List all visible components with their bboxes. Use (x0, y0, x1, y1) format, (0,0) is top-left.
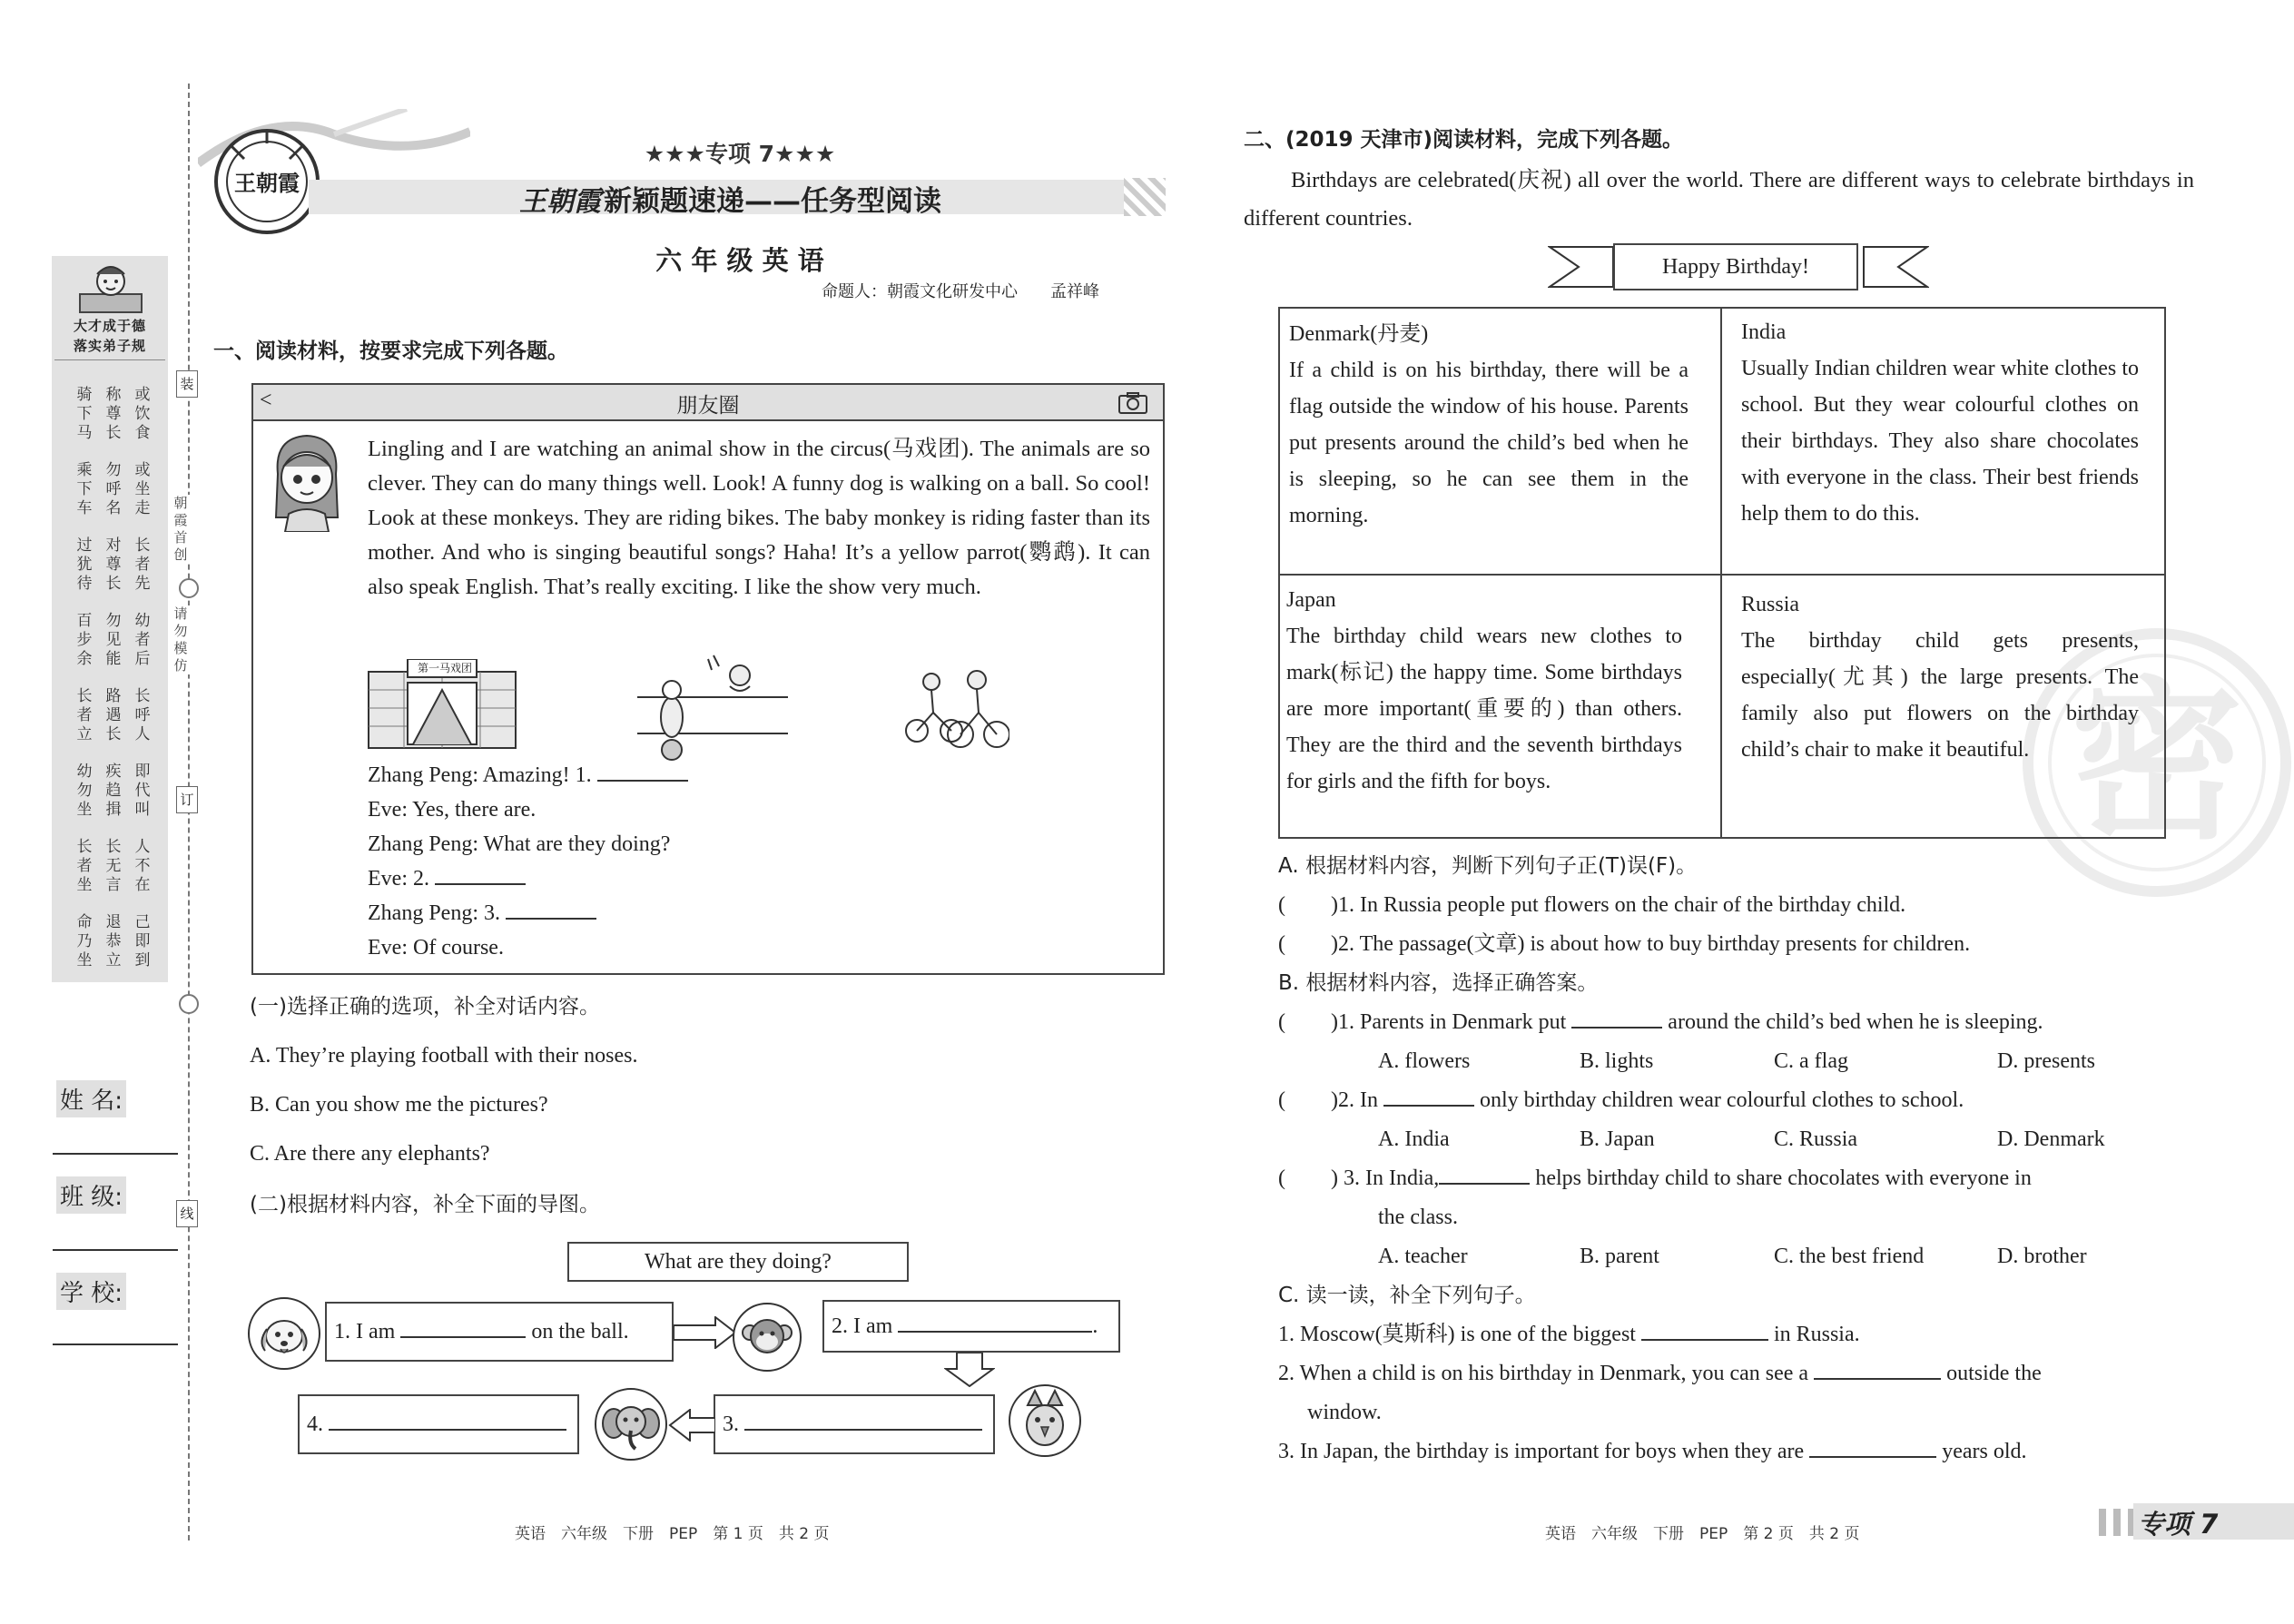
partB-blank-3[interactable] (1439, 1182, 1530, 1185)
partB-q3-opt-b[interactable]: B. parent (1580, 1245, 1659, 1268)
mindmap-blank-3[interactable] (744, 1428, 982, 1431)
sidebar-verse: 长者坐 (76, 838, 93, 894)
table-vline (1720, 307, 1722, 839)
option-a: A. They’re playing football with their noses. (250, 1044, 638, 1068)
sidebar-verse: 幼者后 (134, 612, 151, 668)
dialogue-line-4: Eve: 2. (368, 864, 526, 893)
sidebar-header-2: 落实弟子规 (73, 338, 146, 354)
partA-title: A. 根据材料内容，判断下列句子正(T)误(F)。 (1278, 854, 1698, 878)
dog-icon (247, 1296, 321, 1374)
partC-blank-1[interactable] (1641, 1338, 1768, 1341)
birthday-banner: Happy Birthday! (1613, 243, 1858, 290)
watermark-text: 密 (2070, 662, 2243, 862)
banner-label: ★★★专项 7★★★ (644, 141, 836, 167)
logo-text: 王朝霞 (234, 171, 300, 196)
answer-paren[interactable]: ( ) (1278, 1088, 1338, 1112)
sidebar-figure (73, 261, 149, 318)
footer-right: 英语 六年级 下册 PEP 第 2 页 共 2 页 (1545, 1525, 1860, 1543)
sidebar-verse: 长无言 (105, 838, 122, 894)
binding-marker (179, 578, 199, 598)
name-label: 姓 名: (56, 1080, 126, 1117)
partC-item-2-cont: window. (1307, 1401, 1382, 1424)
partB-q3-opt-a[interactable]: A. teacher (1378, 1245, 1468, 1268)
partB-q1-opt-c[interactable]: C. a flag (1774, 1049, 1848, 1073)
partC-title: C. 读一读，补全下列句子。 (1278, 1284, 1536, 1307)
partB-blank-1[interactable] (1571, 1026, 1662, 1029)
section1-title: 一、阅读材料，按要求完成下列各题。 (213, 340, 568, 363)
sidebar-verse: 人不在 (134, 838, 151, 894)
binding-marker (179, 994, 199, 1014)
dialogue-line-6: Eve: Of course. (368, 936, 504, 960)
partB-q2-opt-d[interactable]: D. Denmark (1997, 1127, 2105, 1151)
cell-japan-text: The birthday child wears new clothes to mark(标记) the happy time. Some birthdays are more important(重要的) than others. They are the third and the seventh birthdays for girls and the fifth for boys. (1286, 625, 1682, 793)
intro-paragraph: Birthdays are celebrated(庆祝) all over the world. There are different ways to celebrate birthdays in different countries. (1244, 168, 2194, 231)
mindmap-blank-1[interactable] (400, 1335, 526, 1338)
wechat-passage: Lingling and I are watching an animal show in the circus(马戏团). The animals are so clever. They can do many things well. Look! A funny dog is walking on a ball. So cool! Look at these monkeys. They are riding bikes. The baby monkey is riding faster than its mother. And who is singing beautiful songs? Haha! It’s a yellow parrot(鹦鹉). It can also speak English. That’s really exciting. I like the show very much. (368, 437, 1150, 599)
partC-item-2: 2. When a child is on his birthday in Denmark, you can see a outside the (1278, 1362, 2042, 1385)
sidebar-verse: 长者立 (76, 687, 93, 743)
sidebar-verse: 命乃坐 (76, 913, 93, 969)
cell-japan-title: Japan (1286, 588, 1336, 612)
partB-question-2: ( )2. In only birthday children wear colourful clothes to school. (1278, 1088, 1964, 1112)
partC-blank-2[interactable] (1814, 1377, 1941, 1380)
wechat-title: 朋友圈 (676, 394, 740, 418)
dog-ball-illustration (635, 654, 790, 764)
part2-title: (二)根据材料内容，补全下面的导图。 (250, 1193, 600, 1216)
back-icon[interactable]: < (260, 389, 272, 412)
school-field[interactable] (53, 1343, 178, 1345)
cell-russia-title: Russia (1741, 593, 1800, 616)
mindmap-blank-4[interactable] (329, 1428, 566, 1431)
partB-q1-opt-b[interactable]: B. lights (1580, 1049, 1654, 1073)
sidebar-verse: 即代叫 (134, 763, 151, 819)
blank-2[interactable] (435, 882, 526, 885)
sidebar-verse: 幼勿坐 (76, 763, 93, 819)
school-label: 学 校: (56, 1273, 126, 1310)
banner-checker (1124, 178, 1166, 216)
arrow-left (668, 1409, 715, 1445)
cell-denmark-title: Denmark(丹麦) (1289, 322, 1429, 346)
partA-item-1: ( )1. In Russia people put flowers on the chair of the birthday child. (1278, 893, 1906, 917)
seal-zhuang: 装 (176, 370, 198, 398)
class-label: 班 级: (56, 1176, 126, 1214)
partB-q2-opt-b[interactable]: B. Japan (1580, 1127, 1655, 1151)
circus-sign: 第一马戏团 (417, 662, 472, 674)
partB-q1-opt-d[interactable]: D. presents (1997, 1049, 2095, 1073)
table-hline (1278, 574, 2166, 576)
partB-question-1: ( )1. Parents in Denmark put around the child’s bed when he is sleeping. (1278, 1010, 2043, 1034)
partB-q1-opt-a[interactable]: A. flowers (1378, 1049, 1471, 1073)
class-field[interactable] (53, 1249, 178, 1251)
sidebar-divider (54, 359, 165, 360)
mindmap-center: What are they doing? (567, 1242, 909, 1282)
corner-tag: 专项 7 (2138, 1509, 2219, 1540)
dialogue-line-1: Zhang Peng: Amazing! 1. (368, 761, 688, 790)
sidebar-verse: 路遇长 (105, 687, 122, 743)
answer-paren[interactable]: ( ) (1278, 893, 1338, 917)
partB-q3-opt-d[interactable]: D. brother (1997, 1245, 2087, 1268)
cell-denmark-text: If a child is on his birthday, there will be a flag outside the window of his house. Parents put presents around the child’s bed when he is sleeping, so he can see them in the morning. (1289, 359, 1689, 527)
cell-russia-text: The birthday child gets presents, especially(尤其) the large presents. The family also put flowers on the birthday child’s chair to make it beautiful. (1741, 629, 2139, 762)
mindmap-box-3: 3. (714, 1394, 995, 1454)
partB-question-3: ( ) 3. In India, helps birthday child to share chocolates with everyone in (1278, 1166, 2032, 1190)
seal-xian: 线 (176, 1200, 198, 1227)
arrow-right (674, 1316, 737, 1353)
sidebar-verse: 或坐走 (134, 461, 151, 517)
page-subtitle: 六 年 级 英 语 (655, 245, 824, 276)
sidebar-verse: 勿见能 (105, 612, 122, 668)
mindmap-box-4: 4. (298, 1394, 579, 1454)
sidebar-verse: 或饮食 (134, 386, 151, 442)
partB-q2-opt-c[interactable]: C. Russia (1774, 1127, 1858, 1151)
sidebar-header-1: 大才成于德 (73, 318, 146, 334)
partB-q3-opt-c[interactable]: C. the best friend (1774, 1245, 1925, 1268)
arrow-down (944, 1353, 995, 1391)
sidebar-verse: 长呼人 (134, 687, 151, 743)
partC-item-1: 1. Moscow(莫斯科) is one of the biggest in Russia. (1278, 1323, 1860, 1346)
sidebar-verse: 对尊长 (105, 536, 122, 593)
answer-paren[interactable]: ( ) (1278, 932, 1338, 956)
mindmap-blank-2[interactable] (898, 1330, 1092, 1333)
partB-title: B. 根据材料内容，选择正确答案。 (1278, 971, 1599, 995)
dialogue-line-5: Zhang Peng: 3. (368, 899, 596, 928)
sidebar-verse: 长者先 (134, 536, 151, 593)
option-b: B. Can you show me the pictures? (250, 1093, 548, 1117)
author-line: 命题人：朝霞文化研发中心 孟祥峰 (822, 282, 1099, 301)
sidebar-verse: 骑下马 (76, 386, 93, 442)
partA-item-2: ( )2. The passage(文章) is about how to buy birthday presents for children. (1278, 932, 1971, 956)
option-c: C. Are there any elephants? (250, 1142, 490, 1166)
part1-title: (一)选择正确的选项，补全对话内容。 (250, 995, 600, 1019)
footer-left: 英语 六年级 下册 PEP 第 1 页 共 2 页 (515, 1525, 830, 1543)
stamp-no-copy: 请勿模仿 (172, 605, 190, 674)
sidebar-verse: 己即到 (134, 913, 151, 969)
sidebar-verse: 乘下车 (76, 461, 93, 517)
seal-ding: 订 (176, 786, 198, 813)
girl-avatar (265, 430, 349, 536)
partB-question-3-cont: the class. (1378, 1206, 1458, 1229)
cell-india-text: Usually Indian children wear white clothes to school. But they wear colourful clothes on their birthdays. They also share chocolates with everyone in the class. Their best friends help them to do this. (1741, 357, 2139, 526)
cell-india-title: India (1741, 320, 1787, 344)
section2-title: 二、(2019 天津市)阅读材料，完成下列各题。 (1244, 128, 1684, 152)
answer-paren[interactable]: ( ) (1278, 1166, 1338, 1190)
partB-q2-opt-a[interactable]: A. India (1378, 1127, 1450, 1151)
camera-icon[interactable] (1118, 392, 1147, 418)
banner-title: 新颖题速递——任务型阅读 (604, 185, 941, 218)
elephant-icon (594, 1387, 668, 1465)
name-field[interactable] (53, 1153, 178, 1155)
partC-item-3: 3. In Japan, the birthday is important for boys when they are years old. (1278, 1440, 2027, 1463)
corner-checker (2099, 1509, 2133, 1536)
parrot-icon (1008, 1383, 1082, 1462)
sidebar-verse: 百步余 (76, 612, 93, 668)
mindmap-box-1: 1. I am on the ball. (325, 1302, 674, 1362)
sidebar-verse: 退恭立 (105, 913, 122, 969)
dialogue-line-2: Eve: Yes, there are. (368, 798, 537, 822)
sidebar-verse: 勿呼名 (105, 461, 122, 517)
blank-1[interactable] (597, 779, 688, 782)
sidebar-verse: 疾趋揖 (105, 763, 122, 819)
monkeys-bikes-illustration (904, 667, 1009, 754)
answer-paren[interactable]: ( ) (1278, 1010, 1338, 1034)
sidebar-verse: 过犹待 (76, 536, 93, 593)
partC-blank-3[interactable] (1809, 1455, 1936, 1458)
mindmap-box-2: 2. I am . (822, 1300, 1120, 1353)
monkey-icon (732, 1302, 802, 1376)
dialogue-line-3: Zhang Peng: What are they doing? (368, 832, 671, 856)
blank-3[interactable] (506, 917, 596, 920)
partB-blank-2[interactable] (1383, 1104, 1474, 1107)
stamp-original: 朝霞首创 (172, 495, 190, 564)
sidebar-verse: 称尊长 (105, 386, 122, 442)
banner-brand: 王朝霞 (519, 187, 601, 217)
